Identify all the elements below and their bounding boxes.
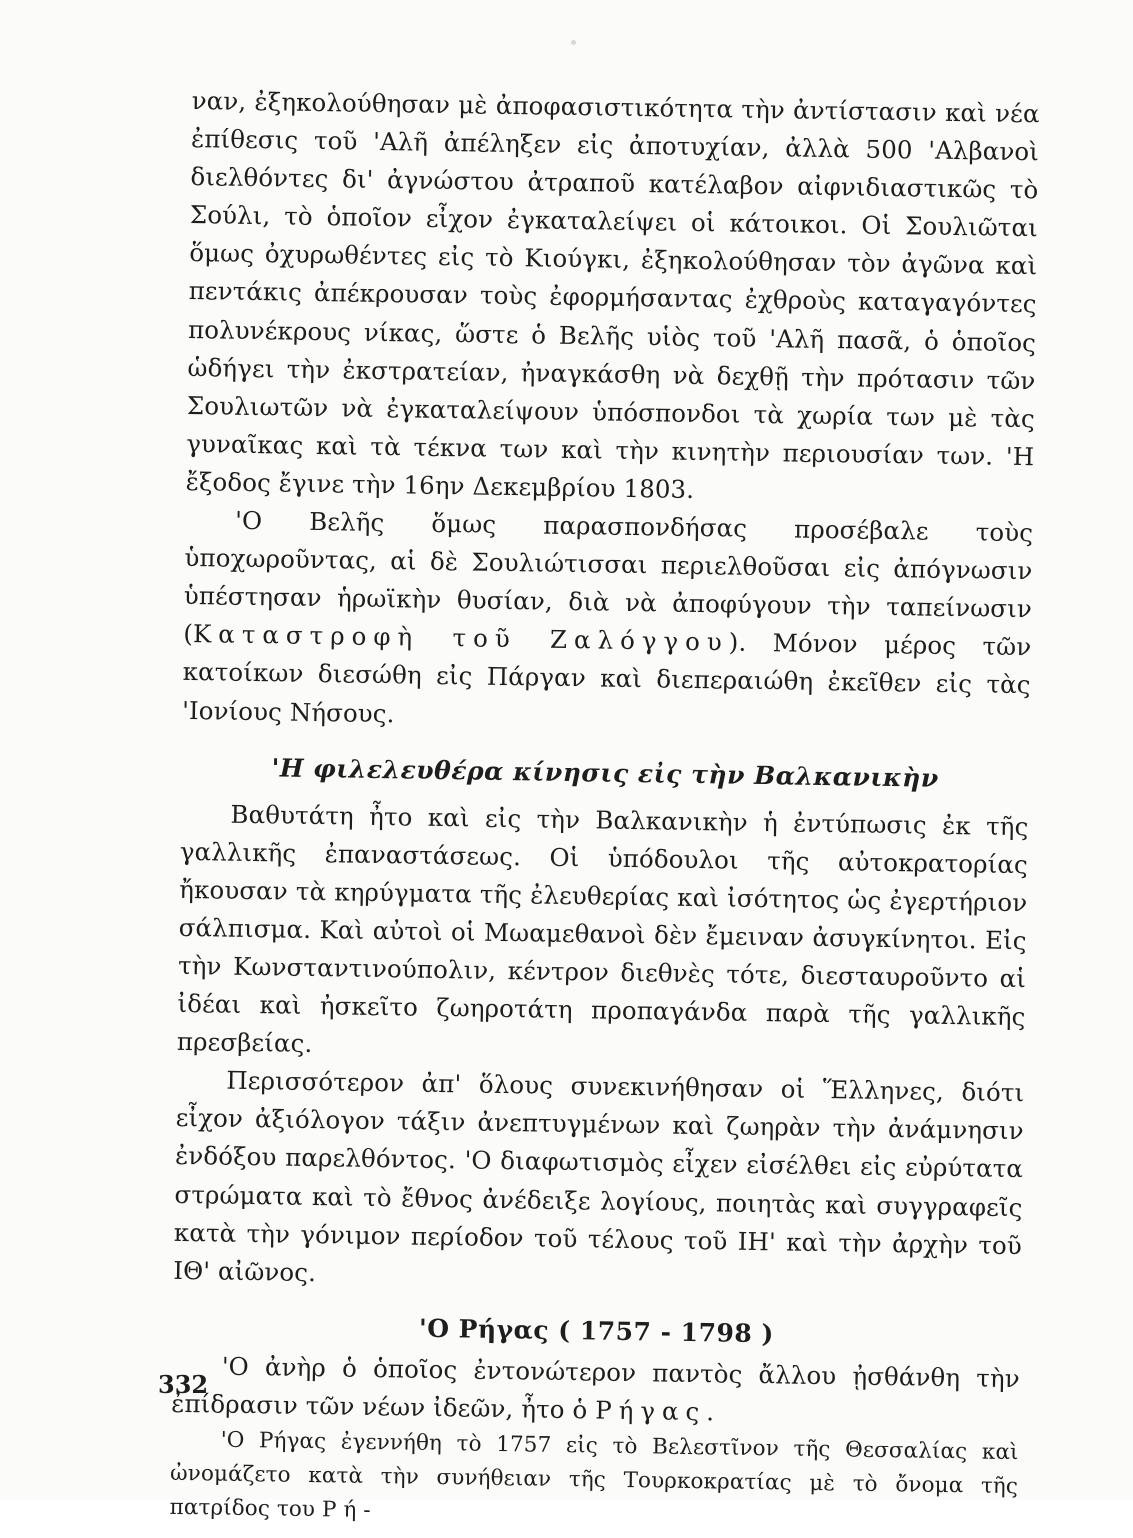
paragraph-balkan-impression: Βαθυτάτη ἦτο καὶ εἰς τὴν Βαλκανικὴν ἡ ἐντύπωσις ἐκ τῆς γαλλικῆς ἐπαναστάσεως. Οἱ ὑπόδουλοι τῆς αὐτοκρατορίας ἤκουσαν τὰ κηρύγματα τῆς ἐλευθερίας καὶ ἰσότητος ὡς ἐγερτήριον σάλπισμα. Καὶ αὐτοὶ οἱ Μωαμεθανοὶ δὲν ἔμειναν ἀσυγκίνητοι. Εἰς τὴν Κωνσταντινούπολιν, κέντρον διεθνὲς τότε, διεσταυροῦντο αἱ ἰδέαι καὶ ἠσκεῖτο ζωηροτάτη προπαγάνδα παρὰ τῆς γαλλικῆς πρεσβείας. — [176, 799, 1029, 1059]
paragraph-rigas-birth — [169, 1423, 1018, 1538]
zalongo-emphasis: Καταστροφὴ τοῦ Ζαλόγγου — [192, 619, 730, 657]
zalongo-text-end: ). Μόνον μέρος τῶν κατοίκων διεσώθη εἰς Πάργαν καὶ διεπεραιώθη ἐκεῖθεν εἰς τὰς 'Ιονίους Νήσους. — [181, 627, 1032, 728]
rigas-name-emphasis: Ρήγας. — [594, 1395, 722, 1427]
zalongo-text-start: 'Ο Βελῆς ὅμως παρασπονδήσας προσέβαλε τοὺς ὑποχωροῦντας, αἱ δὲ Σουλιώτισσαι περιελθοῦσαι εἰς ἀπόγνωσιν ὑπέστησαν ἡρωϊκὴν θυσίαν, διὰ νὰ ἀποφύγουν τὴν ταπείνωσιν ( — [183, 505, 1034, 649]
rigas-intro-text: 'Ο ἀνὴρ ὁ ὁποῖος ἐντονώτερον παντὸς ἄλλου ᾐσθάνθη τὴν ἐπίδρασιν τῶν νέων ἰδεῶν, ἦτο ὁ — [171, 1351, 1020, 1425]
rigas-birth-emphasis: Ρή- — [321, 1497, 378, 1524]
body-text — [169, 82, 1040, 1538]
rigas-birth-text: 'Ο Ρήγας ἐγεννήθη τὸ 1757 εἰς τὸ Βελεστῖνον τῆς Θεσσαλίας καὶ ὠνομάζετο κατὰ τὴν συνήθειαν τῆς Τουρκοκρατίας μὲ τὸ ὄνομα τῆς πατρίδος του — [169, 1427, 1019, 1523]
section-heading-balkans: 'Η φιλελευθέρα κίνησις εἰς τὴν Βαλκανικὴν — [271, 752, 939, 793]
speck-mark — [571, 40, 576, 45]
paragraph-zalongo — [182, 501, 1033, 743]
page-number: 332 — [158, 1370, 209, 1399]
paragraph-greeks-moved: Περισσότερον ἀπ' ὅλους συνεκινήθησαν οἱ Ἕλληνες, διότι εἶχον ἀξιόλογον τάξιν ἀνεπτυγμένων καὶ ζωηρὰν τὴν ἀνάμνησιν ἐνδόξου παρελθόντος. 'Ο διαφωτισμὸς εἶχεν εἰσέλθει εἰς εὐρύτατα στρώματα καὶ τὸ ἔθνος ἀνέδειξε λογίους, ποιητὰς καὶ συγγραφεῖς κατὰ τὴν γόνιμον περίοδον τοῦ τέλους τοῦ ΙΗ' καὶ τὴν ἀρχὴν τοῦ ΙΘ' αἰῶνος. — [173, 1065, 1025, 1287]
paragraph-souli-siege: ναν, ἐξηκολούθησαν μὲ ἀποφασιστικότητα τὴν ἀντίστασιν καὶ νέα ἐπίθεσις τοῦ 'Αλῆ ἀπέληξεν εἰς ἀποτυχίαν, ἀλλὰ 500 'Αλβανοὶ διελθόντες δι' ἀγνώστου ἀτραποῦ κατέλαβον αἰφνιδιαστικῶς τὸ Σούλι, τὸ ὁποῖον εἶχον ἐγκαταλείψει οἱ κάτοικοι. Οἱ Σουλιῶται ὅμως ὀχυρωθέντες εἰς τὸ Κιούγκι, ἐξηκολούθησαν τὸν ἀγῶνα καὶ πεντάκις ἀπέκρουσαν τοὺς ἐφορμήσαντας ἐχθροὺς καταγαγόντες πολυνέκρους νίκας, ὥστε ὁ Βελῆς υἱὸς τοῦ 'Αλῆ πασᾶ, ὁ ὁποῖος ὡδήγει τὴν ἐκστρατείαν, ἠναγκάσθη νὰ δεχθῇ τὴν πρότασιν τῶν Σουλιωτῶν νὰ ἐγκαταλείψουν ὑπόσπονδοι τὰ χωρία των μὲ τὰς γυναῖκας καὶ τὰ τέκνα των καὶ τὴν κινητὴν περιουσίαν των. 'Η ἔξοδος ἔγινε τὴν 16ην Δεκεμβρίου 1803. — [185, 85, 1040, 504]
paragraph-rigas-intro — [171, 1347, 1020, 1436]
section-heading-rigas: 'Ο Ρήγας ( 1757 - 1798 ) — [418, 1313, 775, 1349]
